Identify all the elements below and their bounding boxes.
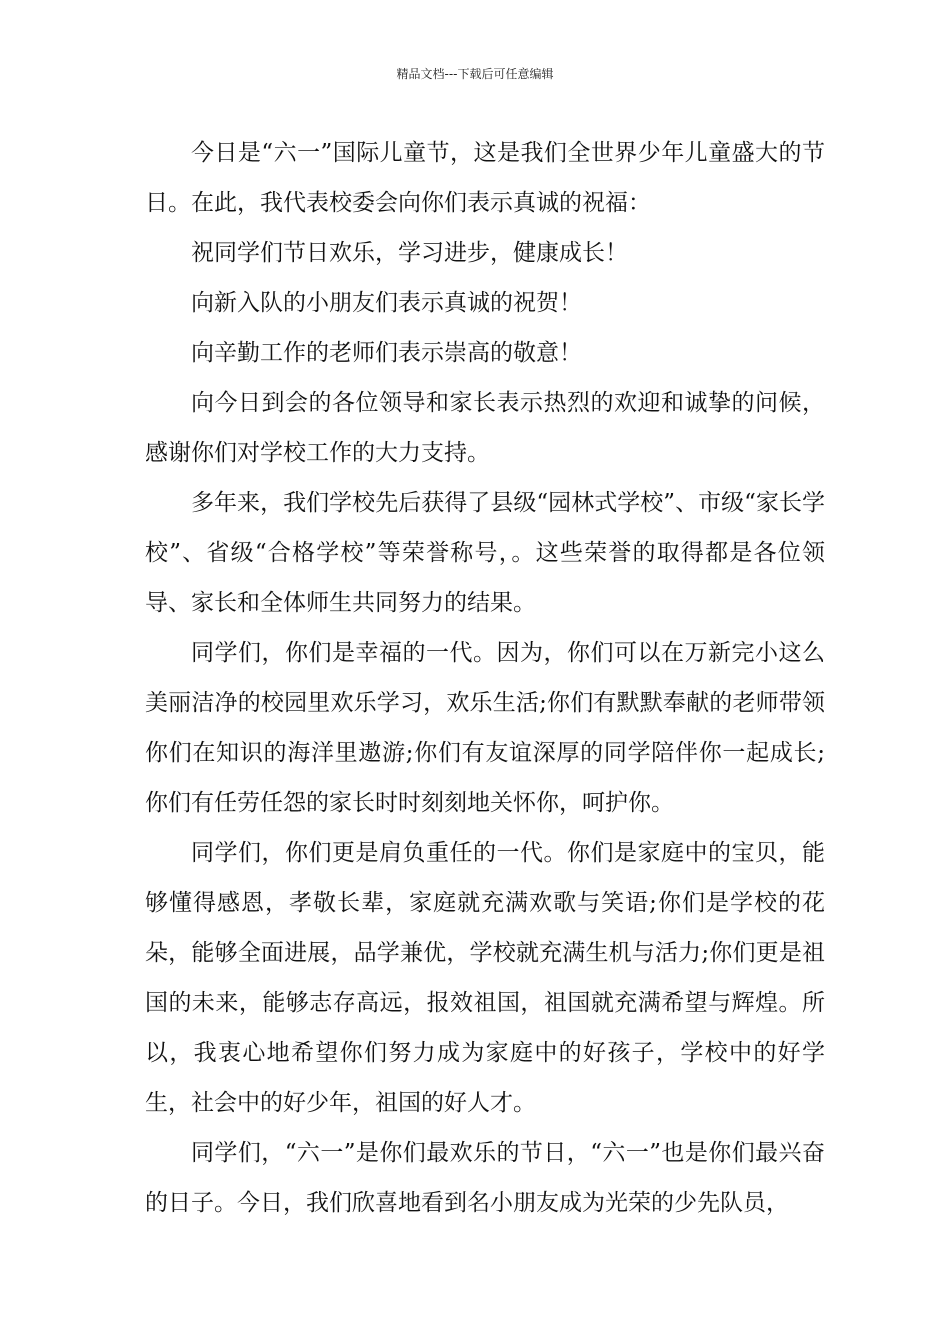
paragraph-honors: 多年来，我们学校先后获得了县级“园林式学校”、市级“家长学校”、省级“合格学校”等荣誉称号，。这些荣誉的取得都是各位领导、家长和全体师生共同努力的结果。: [145, 490, 825, 616]
page-header: 精品文档---下载后可任意编辑: [396, 67, 554, 81]
paragraph-respect-teachers: 向辛勤工作的老师们表示崇高的敬意！: [191, 340, 582, 366]
paragraph-children-day: 同学们，“六一”是你们最欢乐的节日，“六一”也是你们最兴奋的日子。今日，我们欣喜地看到名小朋友成为光荣的少先队员，: [145, 1140, 825, 1216]
paragraph-welcome-leaders: 向今日到会的各位领导和家长表示热烈的欢迎和诚挚的问候，感谢你们对学校工作的大力支持。: [145, 390, 825, 466]
paragraph-wish-students: 祝同学们节日欢乐，学习进步，健康成长！: [191, 240, 628, 266]
paragraph-congrats-new-members: 向新入队的小朋友们表示真诚的祝贺！: [191, 290, 582, 316]
paragraph-greeting: 今日是“六一”国际儿童节，这是我们全世界少年儿童盛大的节日。在此，我代表校委会向你们表示真诚的祝福：: [145, 140, 825, 216]
document-body: [145, 128, 825, 1228]
paragraph-responsible-generation: 同学们，你们更是肩负重任的一代。你们是家庭中的宝贝，能够懂得感恩，孝敬长辈，家庭就充满欢歌与笑语;你们是学校的花朵，能够全面进展，品学兼优，学校就充满生机与活力;你们更是祖国的未来，能够志存高远，报效祖国，祖国就充满希望与辉煌。所以，我衷心地希望你们努力成为家庭中的好孩子，学校中的好学生，社会中的好少年，祖国的好人才。: [145, 840, 825, 1116]
paragraph-happy-generation: 同学们，你们是幸福的一代。因为，你们可以在万新完小这么美丽洁净的校园里欢乐学习，欢乐生活;你们有默默奉献的老师带领你们在知识的海洋里遨游;你们有友谊深厚的同学陪伴你一起成长;你们有任劳任怨的家长时时刻刻地关怀你，呵护你。: [145, 640, 825, 816]
